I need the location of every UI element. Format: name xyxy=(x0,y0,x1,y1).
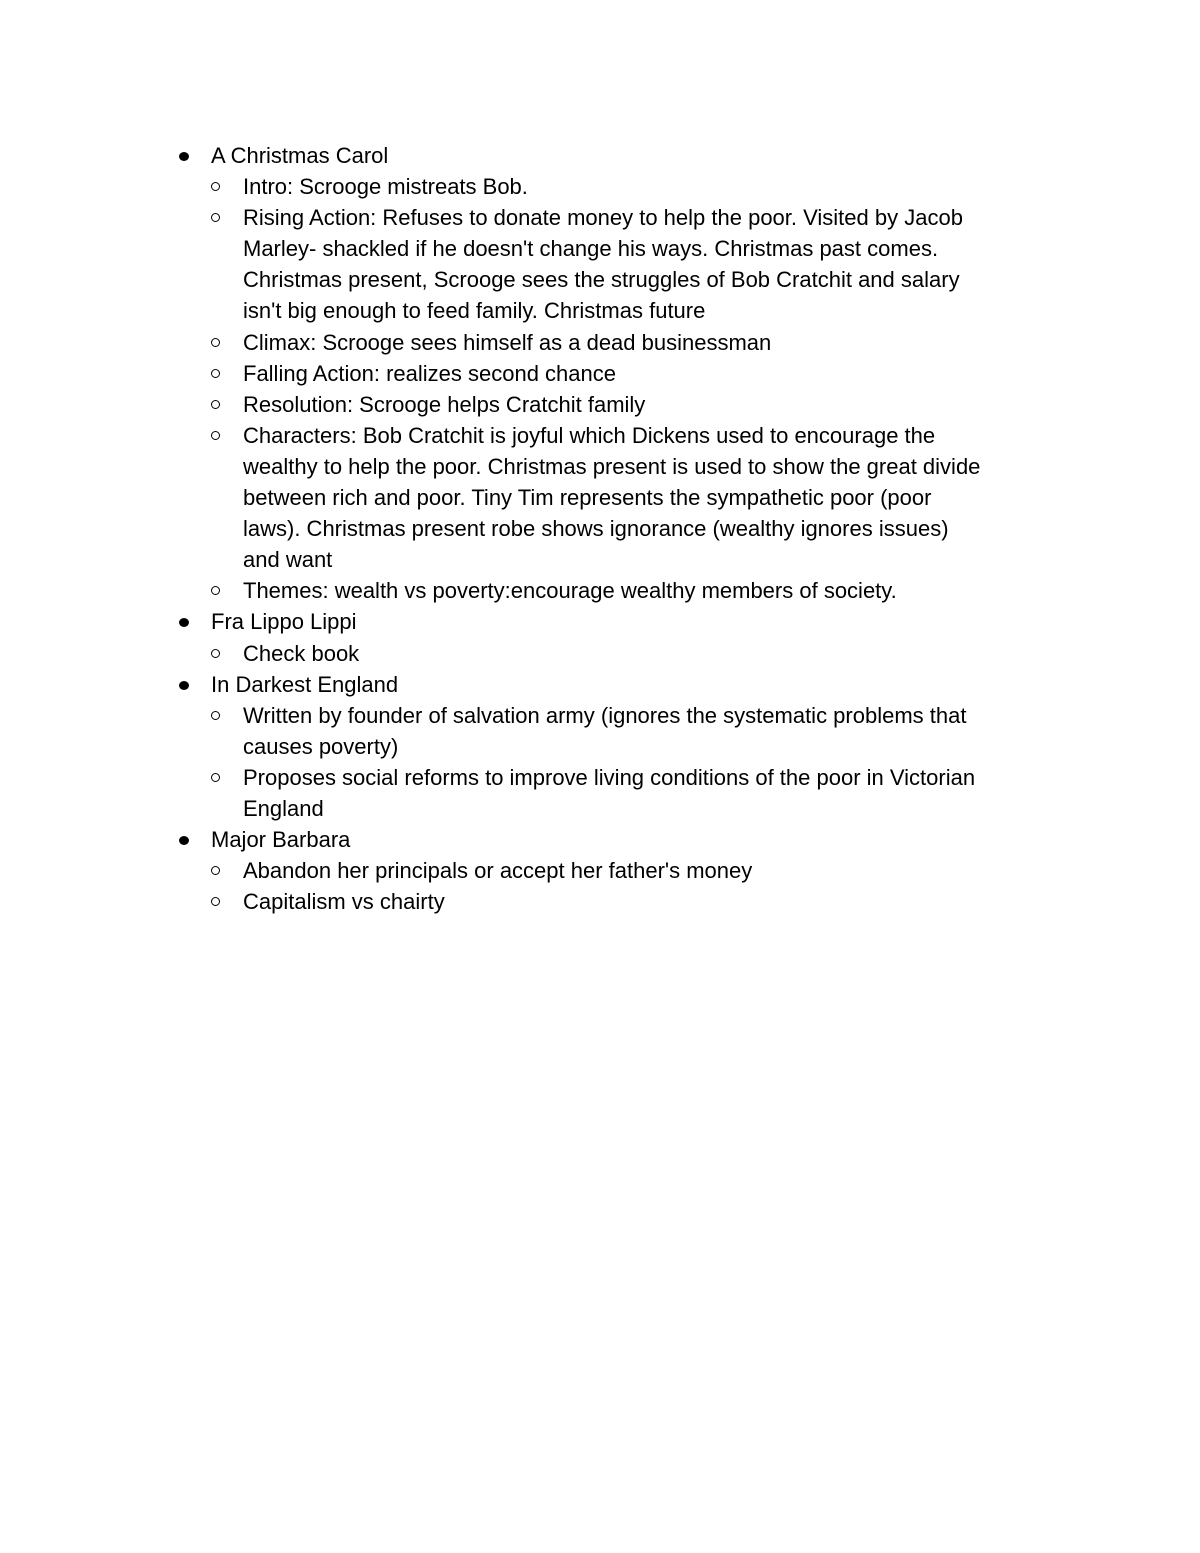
bullet-circle-icon xyxy=(211,773,220,782)
outline-item-label: A Christmas Carol xyxy=(211,143,389,168)
notes-outline xyxy=(172,140,1072,917)
sub-list xyxy=(172,700,1072,824)
sub-item-text: Capitalism vs chairty xyxy=(243,889,445,915)
sub-item xyxy=(172,886,983,917)
sub-list xyxy=(172,171,1072,606)
sub-list xyxy=(172,855,1072,917)
outline-item-major-barbara xyxy=(172,824,1072,917)
bullet-disc-icon xyxy=(179,681,189,690)
bullet-disc-icon xyxy=(179,836,189,845)
outline-item-in-darkest-england xyxy=(172,669,1072,824)
bullet-disc-icon xyxy=(179,152,189,161)
sub-item-text: Themes: wealth vs poverty:encourage wealthy members of society. xyxy=(243,578,897,604)
bullet-circle-icon xyxy=(211,586,220,595)
bullet-circle-icon xyxy=(211,866,220,875)
sub-item xyxy=(172,700,983,762)
sub-item xyxy=(172,762,983,824)
bullet-disc-icon xyxy=(179,618,189,627)
sub-item-text: Check book xyxy=(243,640,360,666)
sub-item xyxy=(172,420,983,575)
bullet-circle-icon xyxy=(211,711,220,720)
bullet-circle-icon xyxy=(211,431,220,440)
sub-item-text: Written by founder of salvation army (ignores the systematic problems that causes poverty) xyxy=(243,702,967,759)
sub-item xyxy=(172,327,983,358)
sub-item xyxy=(172,638,983,669)
bullet-circle-icon xyxy=(211,213,220,222)
bullet-circle-icon xyxy=(211,400,220,409)
sub-item xyxy=(172,202,983,326)
outline-item-label: In Darkest England xyxy=(211,671,399,697)
outline-item-label: Major Barbara xyxy=(211,827,351,853)
bullet-circle-icon xyxy=(211,369,220,378)
bullet-circle-icon xyxy=(211,897,220,906)
sub-item-text: Intro: Scrooge mistreats Bob. xyxy=(243,174,528,200)
sub-item xyxy=(172,358,983,389)
bullet-circle-icon xyxy=(211,338,220,347)
outline-item-a-christmas-carol xyxy=(172,140,1072,606)
sub-item xyxy=(172,575,983,606)
sub-item xyxy=(172,389,983,420)
outline-item-fra-lippo-lippi xyxy=(172,606,1072,668)
sub-item xyxy=(172,855,983,886)
sub-item-text: Proposes social reforms to improve living conditions of the poor in Victorian England xyxy=(243,764,976,821)
outline-item-label: Fra Lippo Lippi xyxy=(211,609,357,635)
sub-item-text: Characters: Bob Cratchit is joyful which Dickens used to encourage the wealthy to help the poor. Christmas present is used to show the great divide between rich and poor. Tiny Tim represents the sympathetic poor (poor laws). Christmas present robe shows ignorance (wealthy ignores issues) and want xyxy=(243,422,981,573)
sub-list xyxy=(172,638,1072,669)
bullet-circle-icon xyxy=(211,649,220,658)
sub-item-text: Abandon her principals or accept her father's money xyxy=(243,858,753,884)
bullet-circle-icon xyxy=(211,182,220,191)
sub-item-text: Climax: Scrooge sees himself as a dead businessman xyxy=(243,329,772,355)
sub-item xyxy=(172,171,983,202)
sub-item-text: Falling Action: realizes second chance xyxy=(243,360,616,386)
sub-item-text: Rising Action: Refuses to donate money to help the poor. Visited by Jacob Marley- shackled if he doesn't change his ways. Christmas past comes. Christmas present, Scrooge sees the struggles of Bob Cratchit and salary isn't big enough to feed family. Christmas future xyxy=(243,205,963,324)
sub-item-text: Resolution: Scrooge helps Cratchit family xyxy=(243,391,646,417)
